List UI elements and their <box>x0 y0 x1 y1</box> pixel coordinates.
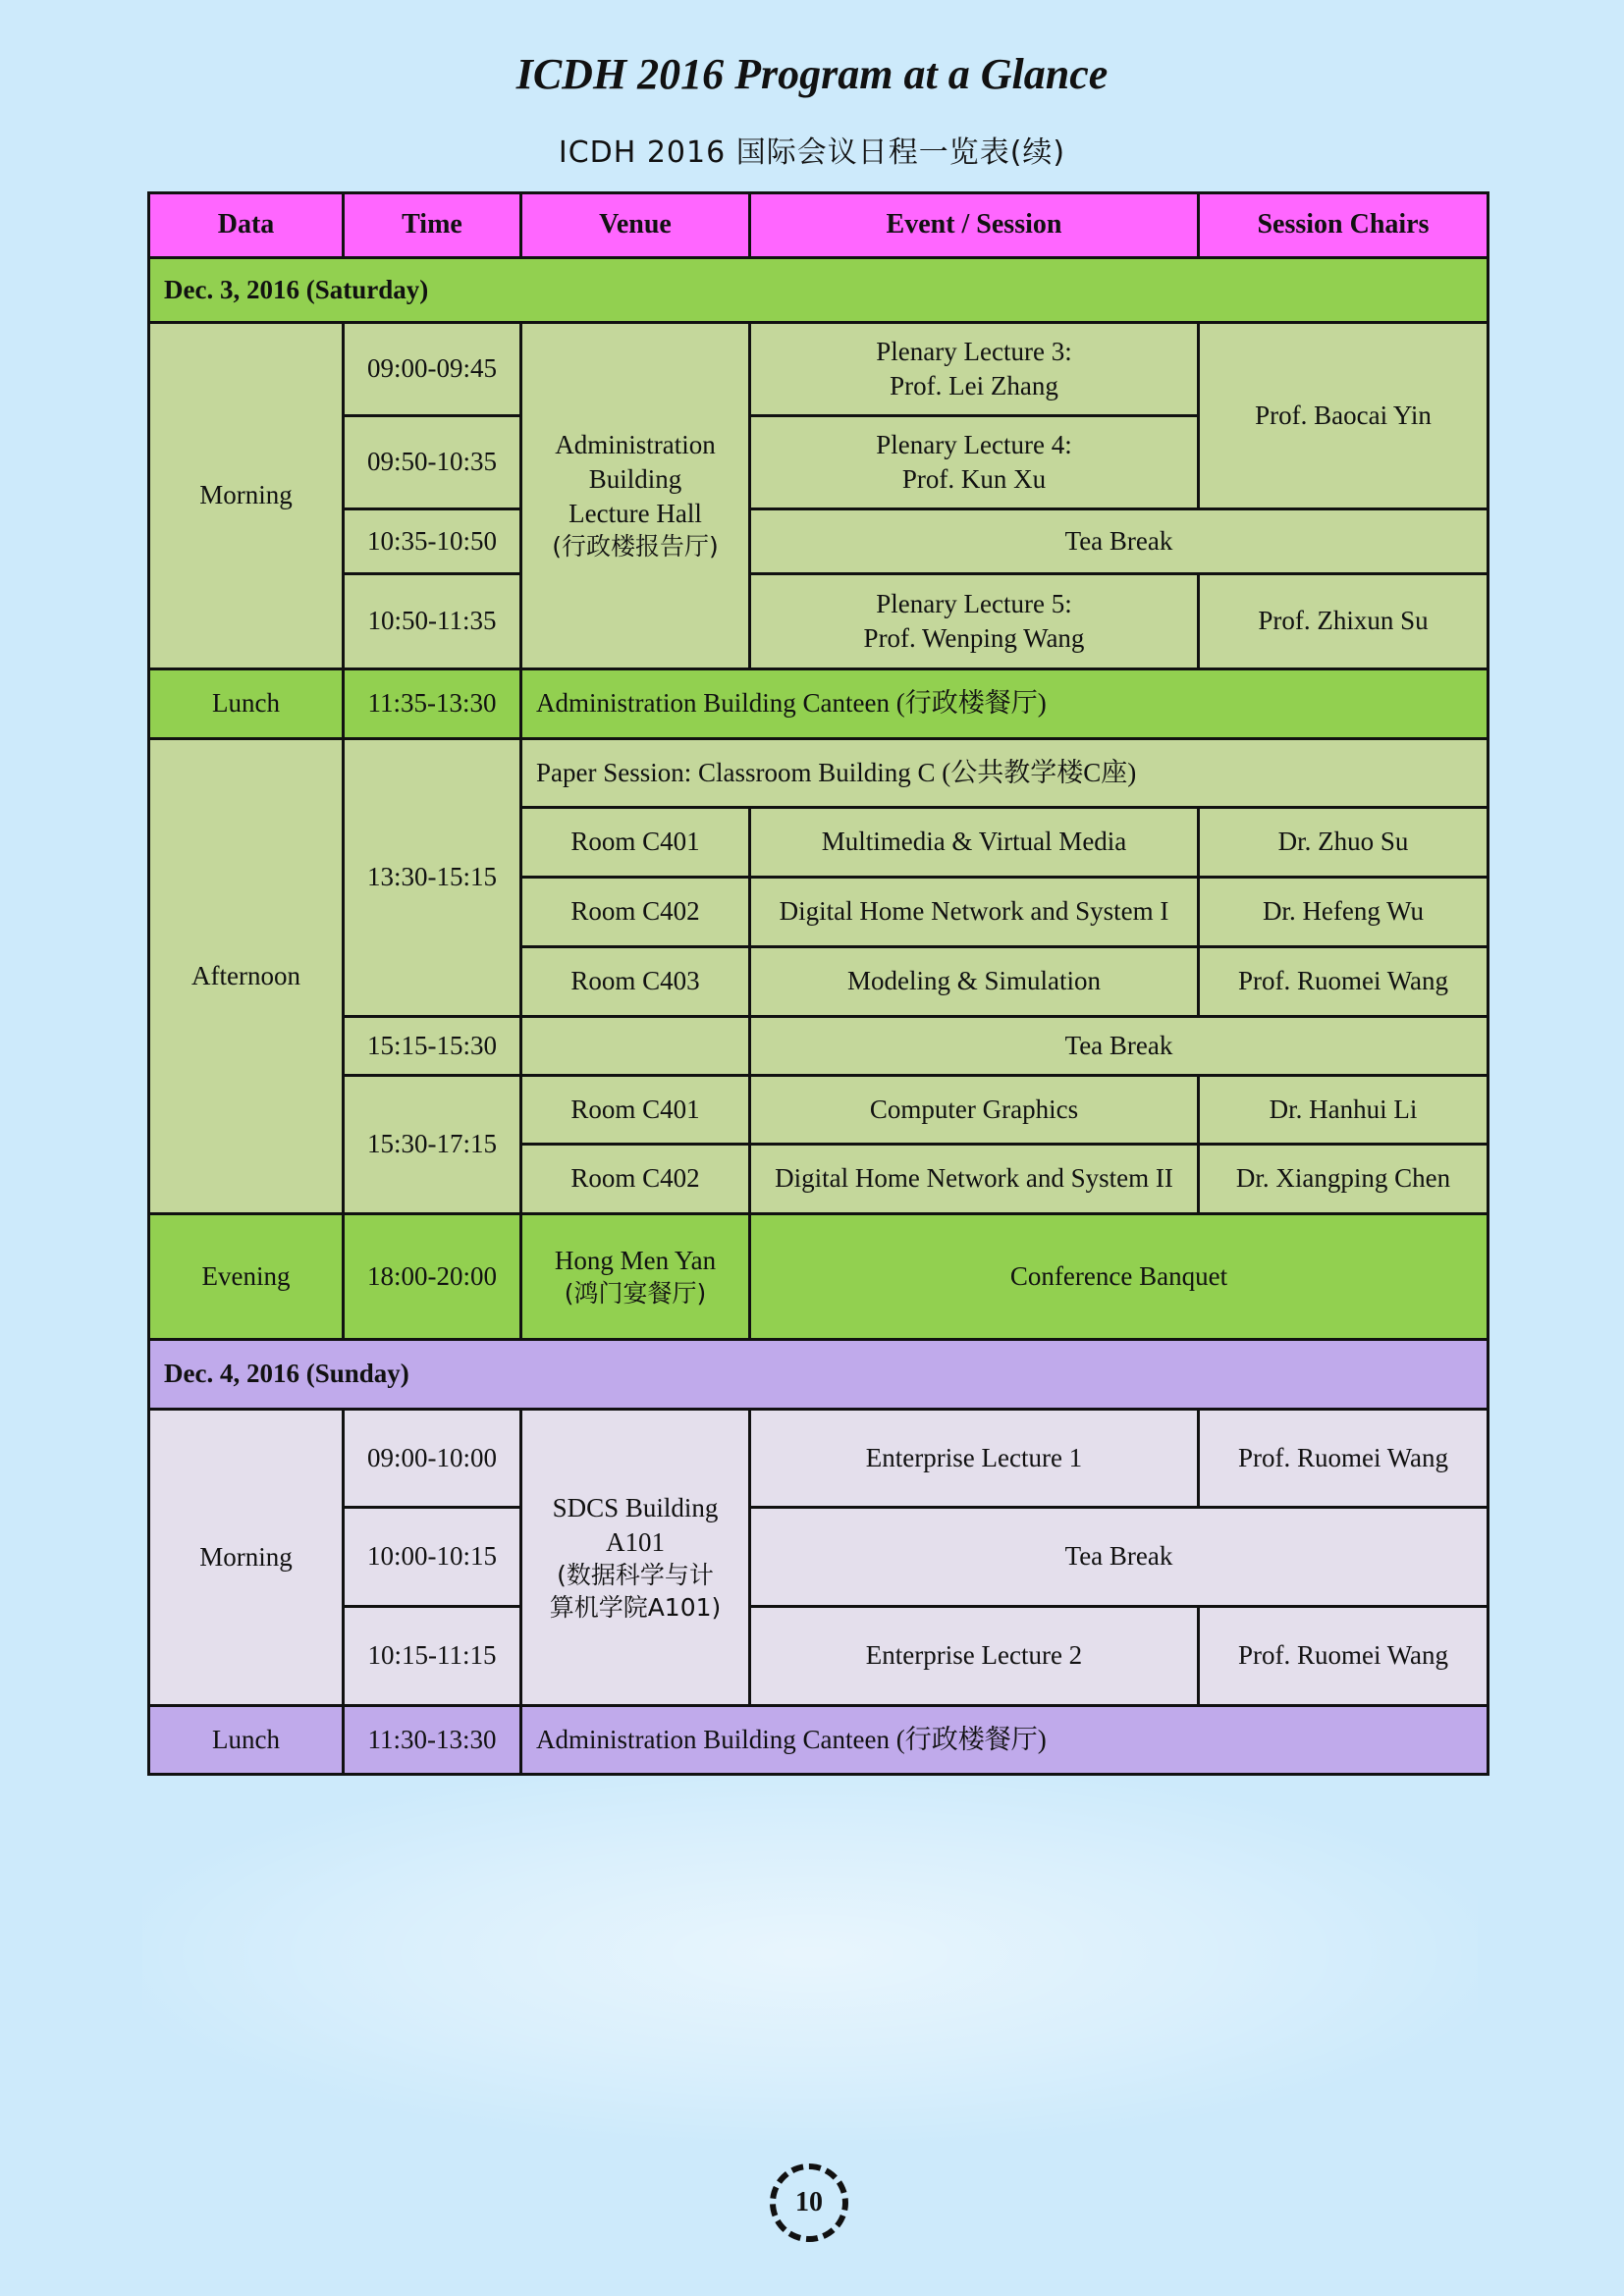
event-cell: Multimedia & Virtual Media <box>750 808 1199 878</box>
time-cell: 10:00-10:15 <box>344 1508 521 1607</box>
time-cell: 15:30-17:15 <box>344 1076 521 1214</box>
banquet-cell: Conference Banquet <box>750 1214 1489 1340</box>
event-cell: Enterprise Lecture 1 <box>750 1410 1199 1508</box>
day2-morning-label: Morning <box>149 1410 344 1706</box>
header-data: Data <box>149 193 344 258</box>
event-cell: Computer Graphics <box>750 1076 1199 1145</box>
header-venue: Venue <box>521 193 750 258</box>
event-cell: Plenary Lecture 4: Prof. Kun Xu <box>750 416 1199 509</box>
chair-cell: Prof. Zhixun Su <box>1199 574 1489 669</box>
day1-afternoon-label: Afternoon <box>149 739 344 1214</box>
header-event: Event / Session <box>750 193 1199 258</box>
time-cell: 10:50-11:35 <box>344 574 521 669</box>
empty-venue-cell <box>521 1017 750 1076</box>
tea-break-cell: Tea Break <box>750 1508 1489 1607</box>
room-cell: Room C401 <box>521 808 750 878</box>
day2-morning-venue: SDCS Building A101 (数据科学与计 算机学院A101) <box>521 1410 750 1706</box>
time-cell: 11:30-13:30 <box>344 1706 521 1775</box>
chair-cell: Dr. Xiangping Chen <box>1199 1145 1489 1214</box>
day1-date-row: Dec. 3, 2016 (Saturday) <box>149 258 1489 323</box>
day1-morning-label: Morning <box>149 323 344 669</box>
header-chairs: Session Chairs <box>1199 193 1489 258</box>
header-row <box>149 193 1489 258</box>
time-cell: 09:00-09:45 <box>344 323 521 416</box>
day2-date-row: Dec. 4, 2016 (Sunday) <box>149 1340 1489 1410</box>
page-title: ICDH 2016 Program at a Glance <box>515 50 1109 98</box>
event-cell: Modeling & Simulation <box>750 947 1199 1017</box>
chair-cell: Prof. Ruomei Wang <box>1199 1607 1489 1706</box>
day1-lunch-label: Lunch <box>149 669 344 739</box>
day1-evening-label: Evening <box>149 1214 344 1340</box>
event-cell: Enterprise Lecture 2 <box>750 1607 1199 1706</box>
lunch-venue-cell: Administration Building Canteen (行政楼餐厅) <box>521 1706 1489 1775</box>
chair-cell: Prof. Ruomei Wang <box>1199 1410 1489 1508</box>
event-cell: Plenary Lecture 5: Prof. Wenping Wang <box>750 574 1199 669</box>
paper-session-cell: Paper Session: Classroom Building C (公共教学楼C座) <box>521 739 1489 808</box>
header-time: Time <box>344 193 521 258</box>
time-cell: 13:30-15:15 <box>344 739 521 1017</box>
day2-lunch-label: Lunch <box>149 1706 344 1775</box>
lunch-venue-cell: Administration Building Canteen (行政楼餐厅) <box>521 669 1489 739</box>
day1-morning-venue: Administration Building Lecture Hall (行政楼报告厅) <box>521 323 750 669</box>
chair-cell: Prof. Baocai Yin <box>1199 323 1489 509</box>
room-cell: Room C403 <box>521 947 750 1017</box>
tea-break-cell: Tea Break <box>750 509 1489 574</box>
room-cell: Room C402 <box>521 1145 750 1214</box>
tea-break-cell: Tea Break <box>750 1017 1489 1076</box>
time-cell: 18:00-20:00 <box>344 1214 521 1340</box>
chair-cell: Prof. Ruomei Wang <box>1199 947 1489 1017</box>
time-cell: 09:00-10:00 <box>344 1410 521 1508</box>
event-cell: Digital Home Network and System I <box>750 878 1199 947</box>
time-cell: 10:15-11:15 <box>344 1607 521 1706</box>
room-cell: Room C402 <box>521 878 750 947</box>
banquet-venue-cell: Hong Men Yan (鸿门宴餐厅) <box>521 1214 750 1340</box>
chair-cell: Dr. Hefeng Wu <box>1199 878 1489 947</box>
page-number: 10 <box>770 2163 848 2242</box>
chair-cell: Dr. Hanhui Li <box>1199 1076 1489 1145</box>
time-cell: 15:15-15:30 <box>344 1017 521 1076</box>
event-cell: Plenary Lecture 3: Prof. Lei Zhang <box>750 323 1199 416</box>
room-cell: Room C401 <box>521 1076 750 1145</box>
time-cell: 11:35-13:30 <box>344 669 521 739</box>
program-table <box>147 191 1489 1776</box>
time-cell: 09:50-10:35 <box>344 416 521 509</box>
event-cell: Digital Home Network and System II <box>750 1145 1199 1214</box>
background-glow <box>142 1767 1478 2140</box>
chair-cell: Dr. Zhuo Su <box>1199 808 1489 878</box>
time-cell: 10:35-10:50 <box>344 509 521 574</box>
page-subtitle: ICDH 2016 国际会议日程一览表(续) <box>558 135 1066 170</box>
